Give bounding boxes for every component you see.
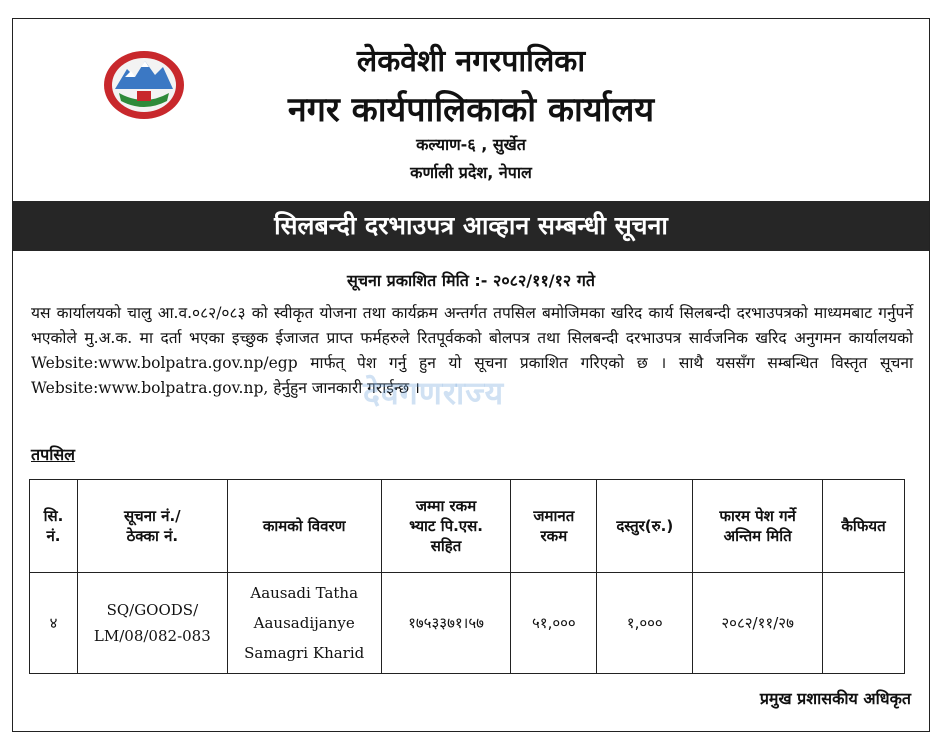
address-line-1: कल्याण-६ , सुर्खेत [416, 135, 526, 154]
schedule-heading: तपसिल [31, 445, 76, 464]
municipality-name: लेकवेशी नगरपालिका [356, 44, 586, 79]
cell-sn: ४ [30, 573, 78, 674]
published-date: सूचना प्रकाशित मिति :- २०८२/११/१२ गते [347, 271, 595, 290]
office-name: नगर कार्यपालिकाको कार्यालय [287, 90, 655, 130]
col-header-remarks: कैफियत [823, 480, 905, 573]
tender-table [29, 479, 905, 674]
col-header-sn: सि. नं. [30, 480, 78, 573]
table-header-row [30, 480, 905, 573]
col-header-notice-no: सूचना नं./ ठेक्का नं. [77, 480, 227, 573]
cell-notice-no: SQ/GOODS/ LM/08/082-083 [77, 573, 227, 674]
watermark: देवगणराज्य [363, 374, 505, 412]
cell-remarks [823, 573, 905, 674]
cell-deadline: २०८२/११/२७ [693, 573, 823, 674]
col-header-deadline: फारम पेश गर्ने अन्तिम मिति [693, 480, 823, 573]
cell-total-amount: १७५३३७१।५७ [381, 573, 511, 674]
notice-title-banner: सिलबन्दी दरभाउपत्र आव्हान सम्बन्धी सूचना [13, 201, 929, 251]
notice-body: यस कार्यालयको चालु आ.व.०८२/०८३ को स्वीकृत योजना तथा कार्यक्रम अन्तर्गत तपसिल बमोजिमका खरिद कार्य सिलबन्दी दरभाउपत्रको माध्यमबाट गर्नुपर्ने भएकोले मु.अ.क. मा दर्ता भएका इच्छुक ईजाजत प्राप्त फर्महरुले रितपूर्वकको बोलपत्र तथा सिलबन्दी दरभाउपत्र सार्वजनिक खरिद अनुगमन कार्यालयको Website:www.bolpatra.gov.np/egp मार्फत् पेश गर्नु हुन यो सूचना प्रकाशित गरिएको छ । साथै यससँग सम्बन्धित विस्तृत सूचना Website:www.bolpatra.gov.np, हेर्नुहुन जानकारी गराईन्छ । [31, 304, 913, 397]
table-row [30, 573, 905, 674]
col-header-description: कामको विवरण [227, 480, 381, 573]
col-header-total-amount: जम्मा रकम भ्याट पि.एस. सहित [381, 480, 511, 573]
col-header-fee: दस्तुर(रु.) [597, 480, 693, 573]
address-line-2: कर्णाली प्रदेश, नेपाल [410, 163, 532, 182]
cell-fee: १,००० [597, 573, 693, 674]
cell-security-amount: ५१,००० [511, 573, 597, 674]
col-header-security-amount: जमानत रकम [511, 480, 597, 573]
signatory-title: प्रमुख प्रशासकीय अधिकृत [759, 689, 911, 708]
cell-description: Aausadi Tatha Aausadijanye Samagri Kharid [227, 573, 381, 674]
notice-page [12, 18, 930, 732]
